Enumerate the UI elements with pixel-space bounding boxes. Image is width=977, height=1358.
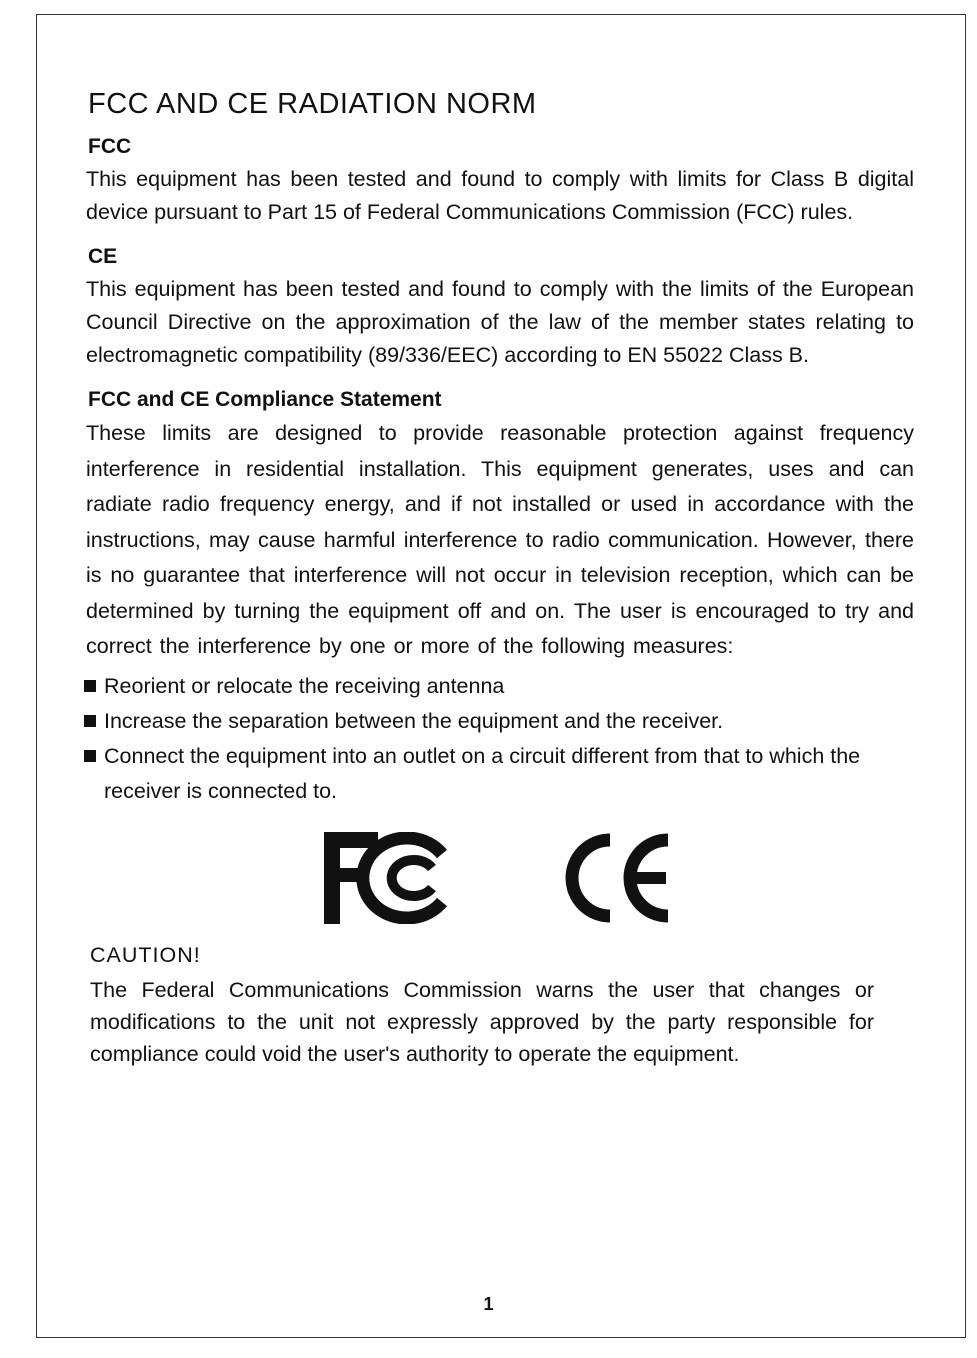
fcc-heading: FCC (88, 135, 132, 158)
caution-paragraph: The Federal Communications Commission warns the user that changes or modifications to the unit not expressly approved by the party responsible for compliance could void the user's authority to operate the equipment. (90, 977, 874, 1066)
square-bullet-icon (84, 680, 96, 692)
page-number: 1 (483, 1294, 494, 1314)
list-item (84, 669, 914, 704)
ce-heading: CE (88, 245, 118, 268)
caution-section (84, 943, 914, 1070)
fcc-section (84, 135, 914, 229)
ce-section (84, 245, 914, 372)
list-item (84, 739, 914, 809)
caution-heading: CAUTION! (90, 942, 201, 967)
ce-paragraph: This equipment has been tested and found to comply with the limits of the European Council Directive on the approximation of the law of the member states relating to electromagnetic compatibility (89/336/EEC) according to EN 55022 Class B. (86, 277, 914, 367)
square-bullet-icon (84, 715, 96, 727)
fcc-logo-icon (324, 832, 454, 924)
measures-list (84, 669, 914, 809)
ce-mark-icon (564, 832, 674, 924)
page-title: FCC AND CE RADIATION NORM (88, 88, 537, 120)
square-bullet-icon (84, 750, 96, 762)
compliance-heading: FCC and CE Compliance Statement (88, 388, 442, 411)
list-item (84, 704, 914, 739)
fcc-paragraph: This equipment has been tested and found to comply with limits for Class B digital device pursuant to Part 15 of Federal Communications Commission (FCC) rules. (86, 167, 914, 224)
measure-text: Reorient or relocate the receiving antenna (104, 673, 505, 698)
measure-text: Increase the separation between the equipment and the receiver. (104, 708, 724, 733)
measure-text: Connect the equipment into an outlet on a circuit different from that to which the receiver is connected to. (104, 743, 861, 803)
ce-mark-logo (564, 832, 674, 924)
fcc-logo (324, 832, 454, 924)
certification-logos (84, 823, 914, 933)
compliance-paragraph: These limits are designed to provide reasonable protection against frequency interference in residential installation. This equipment generates, uses and can radiate radio frequency energy, and if not installed or used in accordance with the instructions, may cause harmful interference to radio communication. However, there is no guarantee that interference will not occur in television reception, which can be determined by turning the equipment off and on. The user is encouraged to try and correct the interference by one or more of the following measures: (86, 421, 914, 658)
document-body (84, 88, 914, 1070)
compliance-section (84, 388, 914, 809)
